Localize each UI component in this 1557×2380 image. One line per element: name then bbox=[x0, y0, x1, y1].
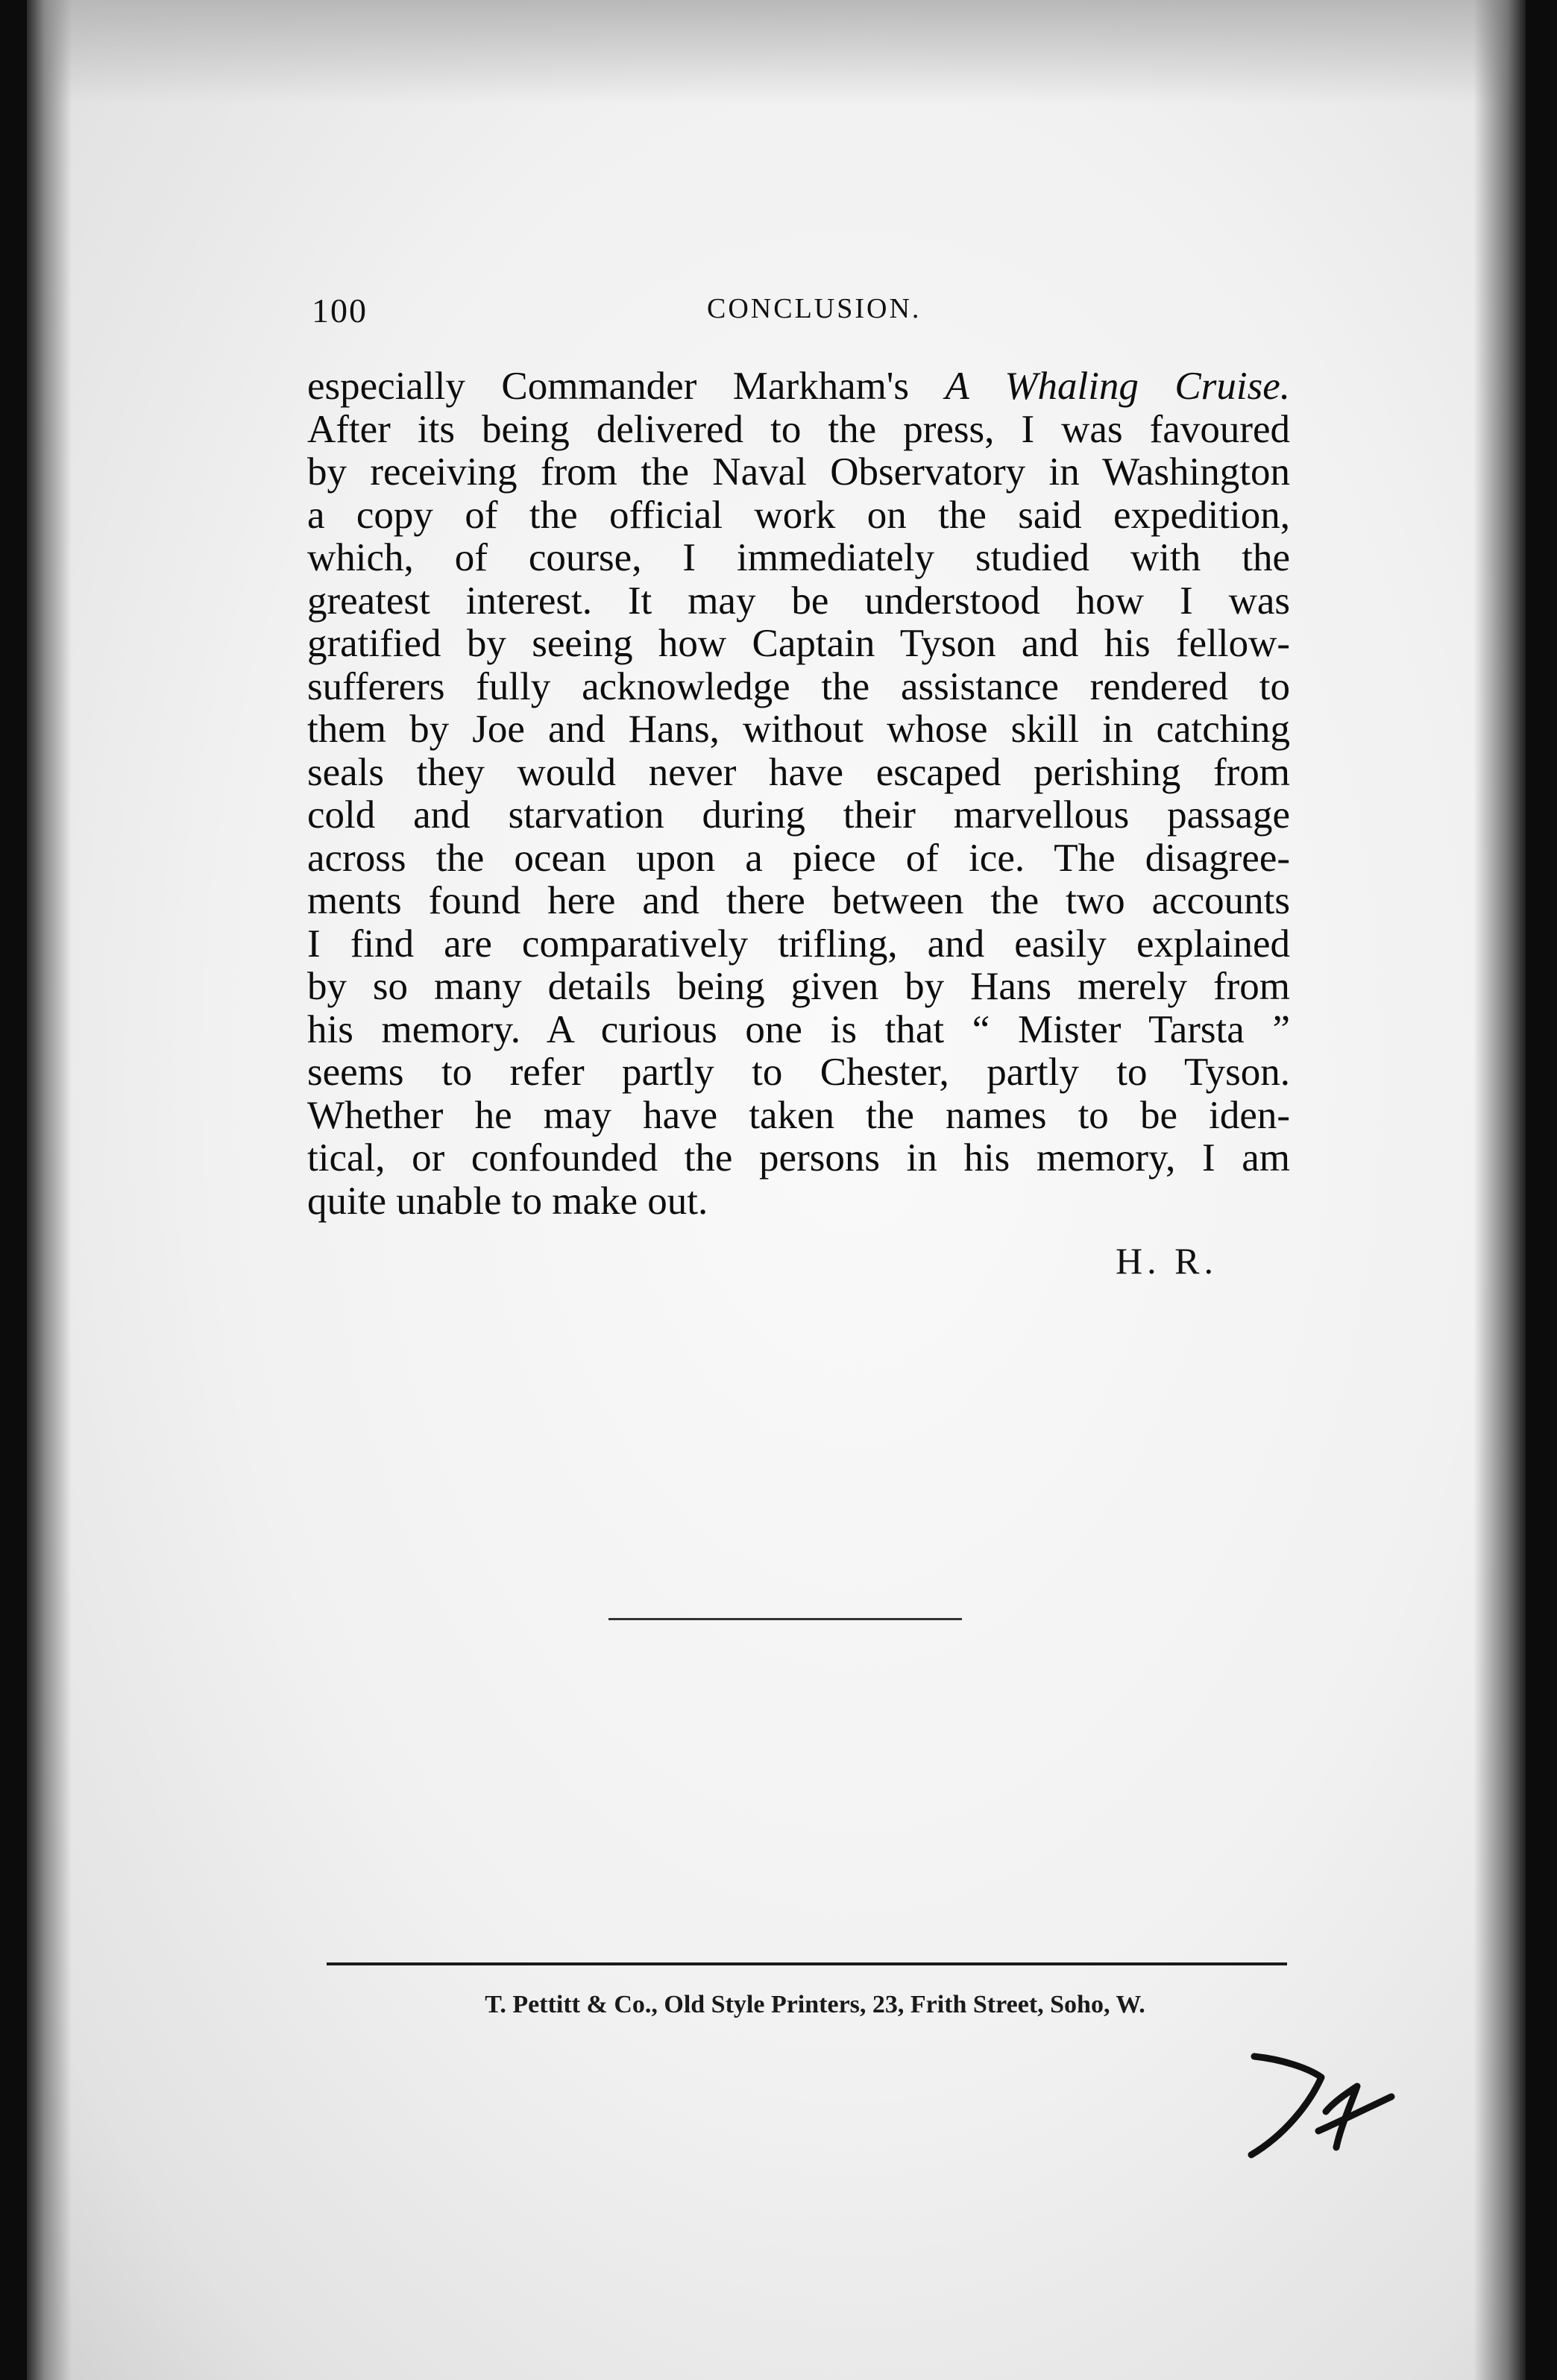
book-title-italic: A Whaling Cruise. bbox=[945, 365, 1290, 408]
page-right-edge bbox=[1473, 0, 1526, 2380]
page-header bbox=[312, 291, 1274, 343]
body-line bbox=[307, 365, 1290, 409]
body-line: tical, or confounded the persons in his memory, I am bbox=[307, 1136, 1290, 1180]
body-line: cold and starvation during their marvellous passage bbox=[307, 793, 1290, 837]
body-line: sufferers fully acknowledge the assistance rendered to bbox=[307, 664, 1290, 708]
body-line: across the ocean upon a piece of ice. The disagree- bbox=[307, 836, 1290, 880]
body-line: After its being delivered to the press, I was favoured bbox=[307, 407, 1290, 451]
body-line: seals they would never have escaped perishing from bbox=[307, 750, 1290, 794]
printer-imprint: T. Pettitt & Co., Old Style Printers, 23, Frith Street, Soho, W. bbox=[485, 1991, 1145, 2018]
body-line: his memory. A curious one is that “ Mister Tarsta ” bbox=[307, 1007, 1290, 1051]
page-number: 100 bbox=[312, 292, 368, 330]
body-line: quite unable to make out. bbox=[307, 1179, 708, 1223]
page-top-shadow bbox=[27, 0, 1526, 104]
body-line: Whether he may have taken the names to be iden- bbox=[307, 1093, 1290, 1137]
body-paragraph bbox=[307, 365, 1290, 1223]
body-line: them by Joe and Hans, without whose skill in catching bbox=[307, 708, 1290, 751]
author-signature: H. R. bbox=[1116, 1240, 1218, 1282]
running-head: CONCLUSION. bbox=[707, 293, 922, 324]
body-line-roman: especially Commander Markham's bbox=[307, 365, 946, 408]
body-line: a copy of the official work on the said expedition, bbox=[307, 493, 1290, 537]
body-line: ments found here and there between the two accounts bbox=[307, 879, 1290, 922]
section-divider bbox=[608, 1618, 962, 1620]
body-line: gratified by seeing how Captain Tyson and his fellow- bbox=[307, 622, 1290, 665]
handwritten-number-mark bbox=[1238, 2043, 1402, 2170]
body-line: by so many details being given by Hans merely from bbox=[307, 965, 1290, 1008]
body-line: by receiving from the Naval Observatory in Washington bbox=[307, 450, 1290, 494]
body-line: greatest interest. It may be understood how I was bbox=[307, 579, 1290, 623]
imprint-rule bbox=[327, 1962, 1287, 1965]
body-line: which, of course, I immediately studied with the bbox=[307, 536, 1290, 579]
body-line: I find are comparatively trifling, and easily explained bbox=[307, 922, 1290, 966]
page-left-edge bbox=[27, 0, 72, 2380]
body-line: seems to refer partly to Chester, partly to Tyson. bbox=[307, 1051, 1290, 1094]
